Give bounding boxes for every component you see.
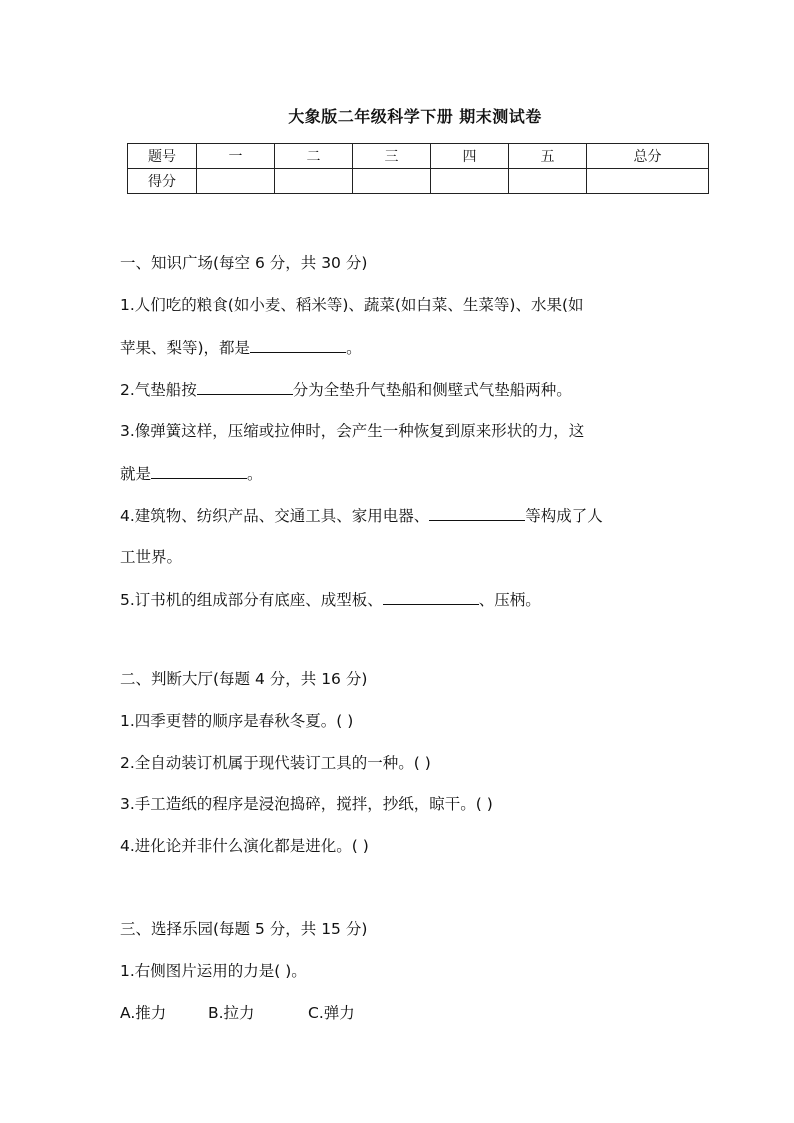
score-header-cell: 二 <box>275 144 353 169</box>
score-cell <box>197 169 275 194</box>
option-c: C.弹力 <box>308 1004 355 1022</box>
s1-question-3-line-2 <box>120 463 263 484</box>
score-header-cell: 一 <box>197 144 275 169</box>
score-table <box>127 143 709 194</box>
s3-question-1: 1.右侧图片运用的力是( )。 <box>120 962 307 980</box>
score-cell <box>353 169 431 194</box>
s2-question-2: 2.全自动装订机属于现代装订工具的一种。( ) <box>120 754 431 772</box>
option-b: B.拉力 <box>208 1004 255 1022</box>
s2-question-4: 4.进化论并非什么演化都是进化。( ) <box>120 837 369 855</box>
answer-blank[interactable] <box>197 379 293 395</box>
s1-q5-text-post: 、压柄。 <box>478 591 541 609</box>
score-header-cell: 四 <box>431 144 509 169</box>
score-cell <box>587 169 709 194</box>
score-cell <box>431 169 509 194</box>
page-title: 大象版二年级科学下册 期末测试卷 <box>288 107 542 126</box>
score-row-label: 得分 <box>128 169 197 194</box>
s1-q2-text-post: 分为全垫升气垫船和侧壁式气垫船两种。 <box>292 381 572 399</box>
s1-q1-text-pre: 苹果、梨等)，都是 <box>120 339 251 357</box>
s1-question-2 <box>120 379 572 400</box>
s1-q5-text-pre: 5.订书机的组成部分有底座、成型板、 <box>120 591 383 609</box>
s1-question-4-line-1 <box>120 505 603 526</box>
s1-q1-text-post: 。 <box>346 339 362 357</box>
s2-question-3: 3.手工造纸的程序是浸泡捣碎，搅拌，抄纸，晾干。( ) <box>120 795 493 813</box>
score-header-cell: 五 <box>509 144 587 169</box>
section-2-heading: 二、判断大厅(每题 4 分，共 16 分) <box>120 670 368 688</box>
answer-blank[interactable] <box>250 337 346 353</box>
score-header-cell: 题号 <box>128 144 197 169</box>
answer-blank[interactable] <box>429 505 525 521</box>
s1-q3-text-post: 。 <box>247 465 263 483</box>
s3-question-1-options <box>120 1003 355 1023</box>
score-cell <box>275 169 353 194</box>
score-table-score-row <box>128 169 709 194</box>
score-header-cell: 三 <box>353 144 431 169</box>
section-1-heading: 一、知识广场(每空 6 分，共 30 分) <box>120 254 368 272</box>
answer-blank[interactable] <box>383 589 479 605</box>
s1-q4-text-pre: 4.建筑物、纺织产品、交通工具、家用电器、 <box>120 507 430 525</box>
s1-question-5 <box>120 589 541 610</box>
score-cell <box>509 169 587 194</box>
score-table-header-row <box>128 144 709 169</box>
s2-question-1: 1.四季更替的顺序是春秋冬夏。( ) <box>120 712 354 730</box>
score-header-cell: 总分 <box>587 144 709 169</box>
s1-question-1-line-1: 1.人们吃的粮食(如小麦、稻米等)、蔬菜(如白菜、生菜等)、水果(如 <box>120 296 584 314</box>
s1-question-1-line-2 <box>120 337 362 358</box>
s1-q4-text-post: 等构成了人 <box>525 507 603 525</box>
answer-blank[interactable] <box>151 463 247 479</box>
section-3-heading: 三、选择乐园(每题 5 分，共 15 分) <box>120 920 368 938</box>
s1-q3-text-pre: 就是 <box>120 465 152 483</box>
s1-question-4-line-2: 工世界。 <box>120 548 183 566</box>
s1-question-3-line-1: 3.像弹簧这样，压缩或拉伸时，会产生一种恢复到原来形状的力，这 <box>120 422 585 440</box>
option-a: A.推力 <box>120 1004 167 1022</box>
s1-q2-text-pre: 2.气垫船按 <box>120 381 197 399</box>
